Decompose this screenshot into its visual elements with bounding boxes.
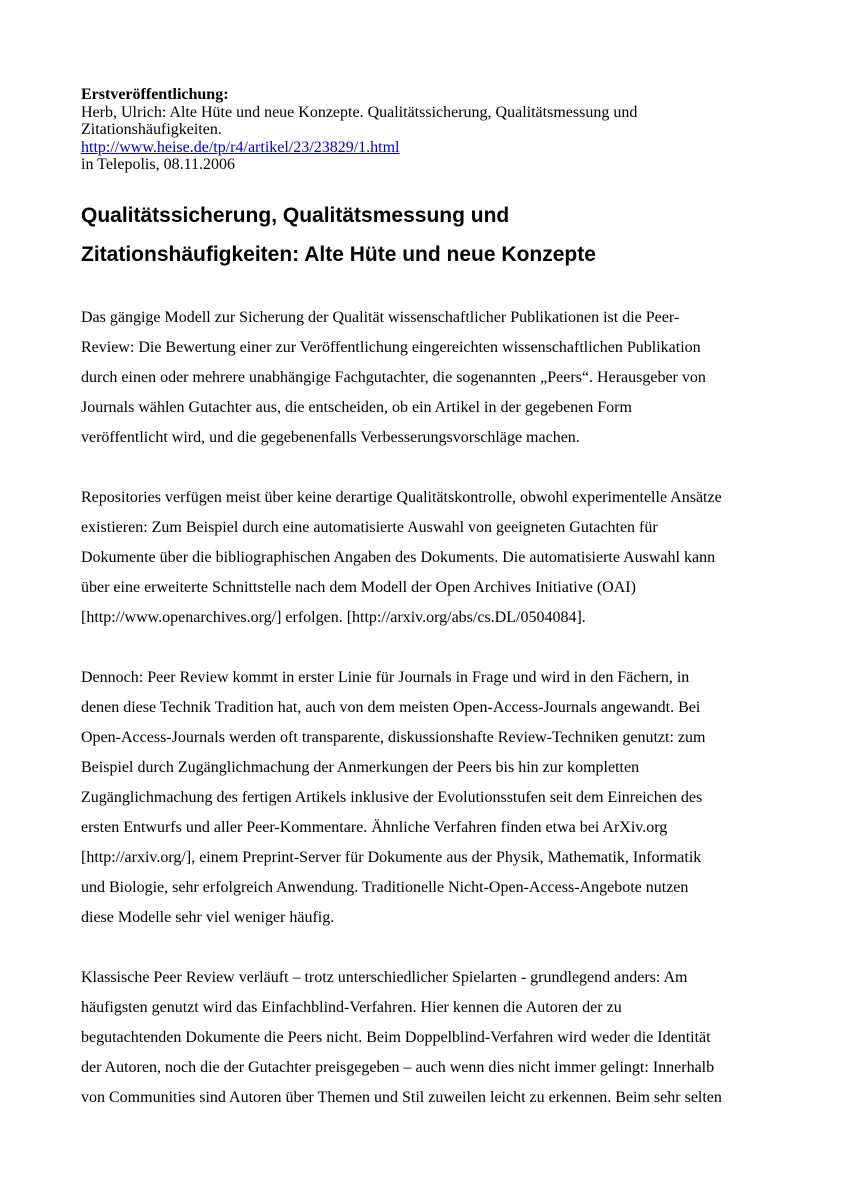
document-page <box>81 86 781 1106</box>
text-line: Journals wählen Gutachter aus, die entscheiden, ob ein Artikel in der gegebenen Form <box>81 399 632 416</box>
text-line: Das gängige Modell zur Sicherung der Qualität wissenschaftlicher Publikationen ist die Peer- <box>81 309 680 326</box>
text-line: diese Modelle sehr viel weniger häufig. <box>81 909 335 926</box>
paragraph-1 <box>81 303 706 453</box>
text-line: Review: Die Bewertung einer zur Veröffentlichung eingereichten wissenschaftlichen Publikation <box>81 339 701 356</box>
first-publication-label: Erstveröffentlichung: <box>81 86 229 103</box>
text-line: Open-Access-Journals werden oft transparente, diskussionshafte Review-Techniken genutzt: zum <box>81 729 706 746</box>
paragraph-2 <box>81 483 722 633</box>
citation-line-1: Herb, Ulrich: Alte Hüte und neue Konzepte. Qualitätssicherung, Qualitätsmessung und <box>81 103 638 121</box>
text-line: durch einen oder mehrere unabhängige Fachgutachter, die sogenannten „Peers“. Herausgeber von <box>81 369 706 386</box>
text-line: Klassische Peer Review verläuft – trotz unterschiedlicher Spielarten - grundlegend anders: Am <box>81 969 688 986</box>
text-line: existieren: Zum Beispiel durch eine automatisierte Auswahl von geeigneten Gutachten für <box>81 519 658 536</box>
text-line: häufigsten genutzt wird das Einfachblind-Verfahren. Hier kennen die Autoren der zu <box>81 999 622 1016</box>
article-title <box>81 196 781 274</box>
text-line: [http://arxiv.org/], einem Preprint-Server für Dokumente aus der Physik, Mathematik, Informatik <box>81 849 702 866</box>
text-line: [http://www.openarchives.org/] erfolgen. [http://arxiv.org/abs/cs.DL/0504084]. <box>81 609 586 626</box>
title-line-2: Zitationshäufigkeiten: Alte Hüte und neue Konzepte <box>81 242 596 266</box>
text-line: Dokumente über die bibliographischen Angaben des Dokuments. Die automatisierte Auswahl kann <box>81 549 716 566</box>
text-line: begutachtenden Dokumente die Peers nicht. Beim Doppelblind-Verfahren wird weder die Identität <box>81 1029 711 1046</box>
paragraph-3 <box>81 663 705 933</box>
source-info: in Telepolis, 08.11.2006 <box>81 156 235 174</box>
text-line: veröffentlicht wird, und die gegebenenfalls Verbesserungsvorschläge machen. <box>81 429 580 446</box>
text-line: ersten Entwurfs und aller Peer-Kommentare. Ähnliche Verfahren finden etwa bei ArXiv.org <box>81 819 668 836</box>
source-link[interactable]: http://www.heise.de/tp/r4/artikel/23/23829/1.html <box>81 138 400 156</box>
text-line: Repositories verfügen meist über keine derartige Qualitätskontrolle, obwohl experimentelle Ansätze <box>81 489 722 506</box>
paragraph-4 <box>81 963 722 1113</box>
text-line: und Biologie, sehr erfolgreich Anwendung. Traditionelle Nicht-Open-Access-Angebote nutzen <box>81 879 689 896</box>
text-line: der Autoren, noch die der Gutachter preisgegeben – auch wenn dies nicht immer gelingt: Innerhalb <box>81 1059 715 1076</box>
text-line: Zugänglichmachung des fertigen Artikels inklusive der Evolutionsstufen seit dem Einreichen des <box>81 789 703 806</box>
text-line: Beispiel durch Zugänglichmachung der Anmerkungen der Peers bis hin zur kompletten <box>81 759 640 776</box>
text-line: von Communities sind Autoren über Themen und Stil zuweilen leicht zu erkennen. Beim sehr selten <box>81 1089 722 1106</box>
publication-header <box>81 86 781 174</box>
text-line: Dennoch: Peer Review kommt in erster Linie für Journals in Frage und wird in den Fächern, in <box>81 669 690 686</box>
text-line: über eine erweiterte Schnittstelle nach dem Modell der Open Archives Initiative (OAI) <box>81 579 636 596</box>
citation-line-2: Zitationshäufigkeiten. <box>81 121 222 139</box>
title-line-1: Qualitätssicherung, Qualitätsmessung und <box>81 203 510 227</box>
text-line: denen diese Technik Tradition hat, auch von dem meisten Open-Access-Journals angewandt. Bei <box>81 699 701 716</box>
